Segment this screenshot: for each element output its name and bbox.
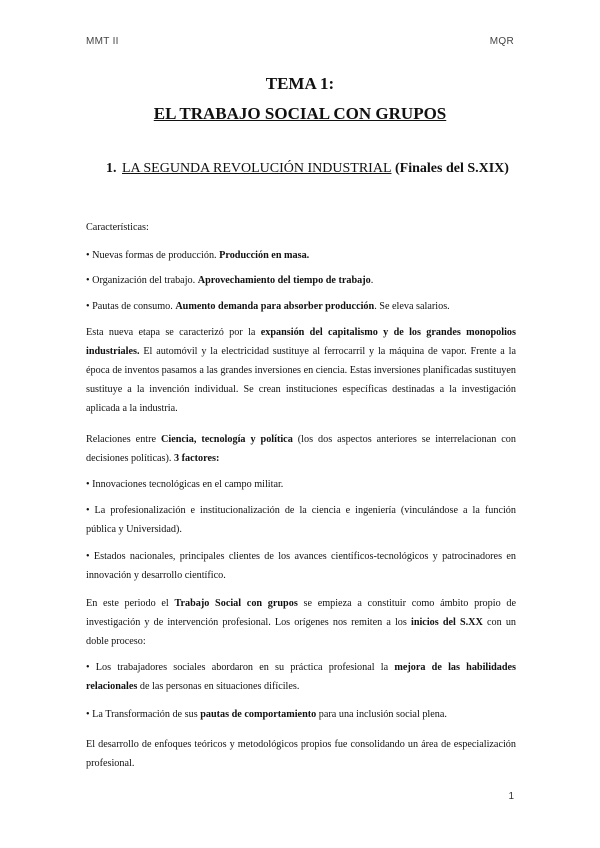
bullet-text: • La profesionalización e institucionalización de la ciencia e ingeniería (vinculándose a la función pública y Universidad).	[86, 505, 516, 535]
bullet-text: .	[370, 275, 374, 286]
paragraph	[86, 218, 516, 237]
paragraph	[86, 735, 516, 773]
section-number: 1.	[106, 161, 117, 176]
bullet-item	[86, 547, 516, 585]
bullet-item	[86, 705, 516, 724]
paragraph-bold: expansión del capitalismo y de los grandes monopolios industriales.	[86, 327, 516, 357]
paragraph-text: (los dos aspectos anteriores se interrelacionan con decisiones políticas).	[86, 434, 516, 464]
header-right: MQR	[489, 36, 514, 47]
bullet-bold: Aumento demanda para absorber producción	[175, 301, 375, 312]
bullet-text: • Pautas de consumo.	[86, 301, 176, 312]
bullet-text: de las personas en situaciones difíciles.	[137, 681, 300, 692]
bullet-item	[86, 475, 516, 494]
bullet-text: • Estados nacionales, principales clientes de los avances científicos-tecnológicos y patrocinadores en innovación y desarrollo científico.	[86, 551, 516, 581]
bullet-bold: mejora de las habilidades relacionales	[86, 662, 517, 692]
bullet-text: • Los trabajadores sociales abordaron en su práctica profesional la	[86, 662, 395, 673]
paragraph-bold: Trabajo Social con grupos	[174, 598, 298, 609]
paragraph	[86, 594, 516, 651]
bullet-item	[86, 297, 516, 316]
paragraph	[86, 430, 516, 468]
topic-subtitle: EL TRABAJO SOCIAL CON GRUPOS	[153, 104, 447, 123]
section-heading-underlined: LA SEGUNDA REVOLUCIÓN INDUSTRIAL	[122, 161, 392, 176]
header-left: MMT II	[86, 36, 119, 47]
paragraph-text: Relaciones entre	[86, 434, 162, 445]
bullet-text: • La Transformación de sus	[86, 709, 201, 720]
page-number: 1	[508, 791, 514, 802]
section-heading-rest: (Finales del S.XIX)	[391, 161, 509, 176]
bullet-bold: Aprovechamiento del tiempo de trabajo	[197, 275, 371, 286]
bullet-text: . Se eleva salarios.	[374, 301, 450, 312]
paragraph	[86, 323, 516, 418]
bullet-item	[86, 271, 516, 290]
bullet-text: • Innovaciones tecnológicas en el campo militar.	[86, 479, 284, 490]
bullet-item	[86, 501, 516, 539]
paragraph-text: En este periodo el	[86, 598, 175, 609]
paragraph-text: Características:	[86, 222, 149, 233]
paragraph-text: Esta nueva etapa se caracterizó por la	[86, 327, 261, 338]
paragraph-text: con un doble proceso:	[86, 617, 517, 647]
bullet-item	[86, 658, 516, 696]
topic-title: TEMA 1:	[265, 74, 335, 93]
paragraph-text: El desarrollo de enfoques teóricos y metodológicos propios fue consolidando un área de especialización profesional.	[86, 739, 516, 769]
bullet-text: • Organización del trabajo.	[86, 275, 198, 286]
bullet-text: • Nuevas formas de producción.	[86, 250, 220, 261]
paragraph-bold: inicios del S.XX	[410, 617, 483, 628]
paragraph-bold: 3 factores:	[174, 453, 220, 464]
paragraph-text: El automóvil y la electricidad sustituye al ferrocarril y la máquina de vapor. Frente a la época de inventos pasamos a las grandes inversiones en ciencia. Estas inversiones planificadas sustituyen sustituye a la invención individual. Se crean instituciones específicas destinadas a la investigación aplicada a la industria.	[86, 346, 516, 414]
bullet-item	[86, 246, 516, 265]
bullet-text: para una inclusión social plena.	[316, 709, 447, 720]
bullet-bold: Producción en masa.	[219, 250, 310, 261]
paragraph-bold: Ciencia, tecnología y política	[161, 434, 293, 445]
paragraph-text: se empieza a constituir como ámbito propio de investigación y de intervención profesional. Los orígenes nos remiten a los	[86, 598, 516, 628]
section-heading	[86, 158, 516, 180]
bullet-bold: pautas de comportamiento	[200, 709, 317, 720]
